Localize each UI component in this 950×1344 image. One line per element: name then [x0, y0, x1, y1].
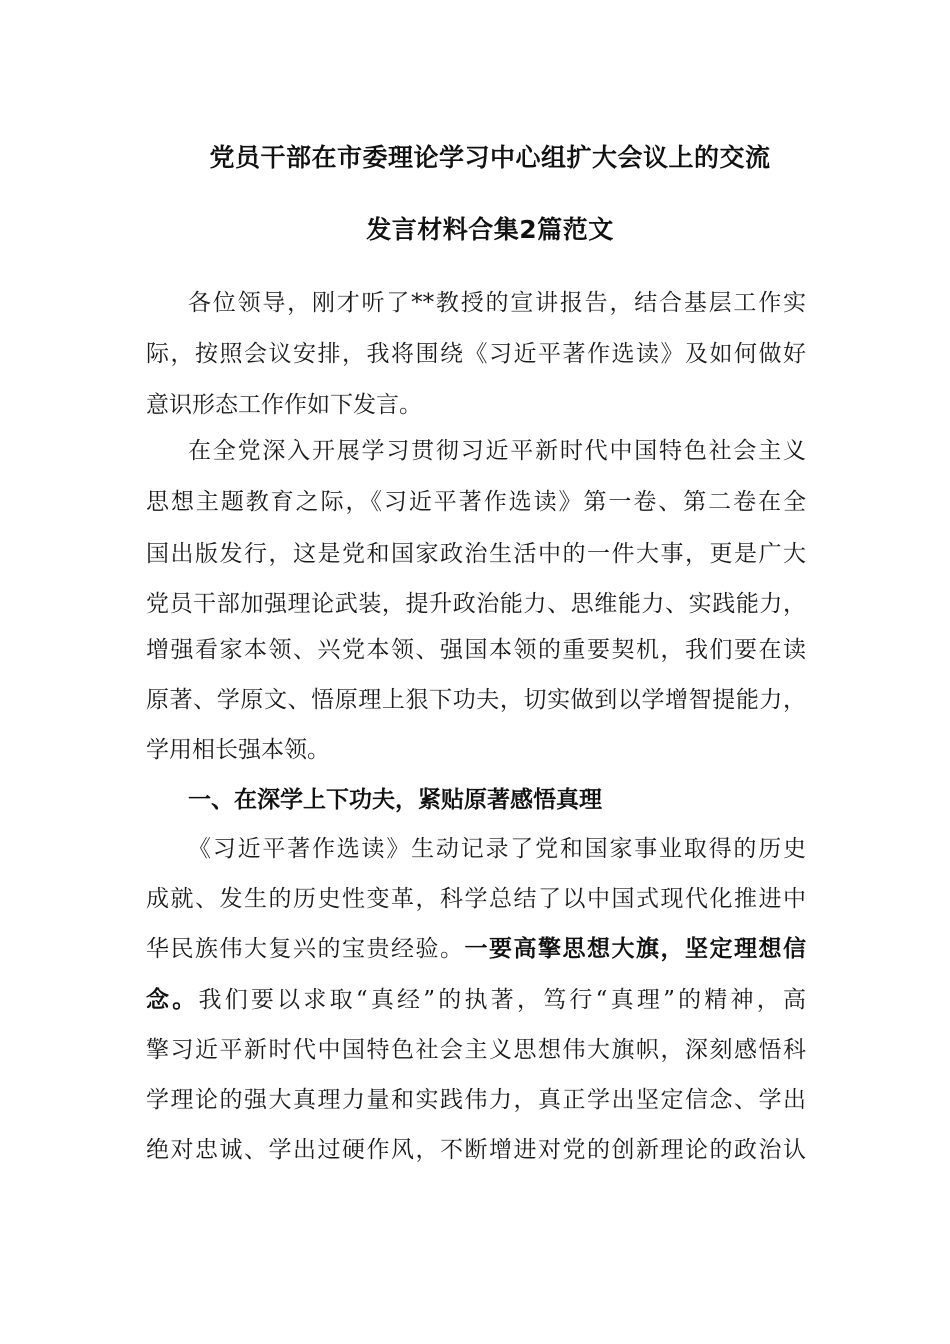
paragraph-3-line-5: 擎习近平新时代中国特色社会主义思想伟大旗帜，深刻感悟科	[146, 1037, 806, 1063]
paragraph-2-line-4: 党员干部加强理论武装，提升政治能力、思维能力、实践能力，	[146, 591, 806, 617]
paragraph-2-line-7: 学用相长强本领。	[146, 737, 330, 763]
paragraph-3-line-4	[146, 985, 806, 1015]
paragraph-1-line-1: 各位领导，刚才听了**教授的宣讲报告，结合基层工作实	[188, 290, 806, 316]
paragraph-3-line-7: 绝对忠诚、学出过硬作风，不断增进对党的创新理论的政治认	[146, 1137, 806, 1163]
paragraph-3-line-3-bold: 一要高擎思想大旗，坚定理想信	[464, 936, 806, 962]
paragraph-3-line-4-normal: 我们要以求取“真经”的执著，笃行“真理”的精神，高	[198, 987, 806, 1013]
paragraph-3-line-2: 成就、发生的历史性变革，科学总结了以中国式现代化推进中	[146, 886, 806, 912]
paragraph-2-line-2: 思想主题教育之际，《习近平著作选读》第一卷、第二卷在全	[146, 489, 806, 515]
paragraph-3-line-3	[146, 934, 806, 964]
paragraph-1-line-3: 意识形态工作作如下发言。	[146, 392, 422, 418]
paragraph-3-line-1: 《习近平著作选读》生动记录了党和国家事业取得的历史	[188, 836, 806, 862]
paragraph-2-line-6: 原著、学原文、悟原理上狠下功夫，切实做到以学增智提能力，	[146, 687, 806, 713]
paragraph-1-line-2: 际，按照会议安排，我将围绕《习近平著作选读》及如何做好	[146, 341, 806, 367]
paragraph-2-line-5: 增强看家本领、兴党本领、强国本领的重要契机，我们要在读	[146, 637, 806, 663]
section-heading-1: 一、在深学上下功夫，紧贴原著感悟真理	[188, 787, 602, 813]
paragraph-3-line-3-normal: 华民族伟大复兴的宝贵经验。	[146, 936, 465, 962]
paragraph-2-line-1: 在全党深入开展学习贯彻习近平新时代中国特色社会主义	[188, 438, 806, 464]
paragraph-2-line-3: 国出版发行，这是党和国家政治生活中的一件大事，更是广大	[146, 541, 806, 567]
paragraph-3-line-6: 学理论的强大真理力量和实践伟力，真正学出坚定信念、学出	[146, 1087, 806, 1113]
paragraph-3-line-4-bold: 念。	[146, 987, 199, 1013]
document-title-line-2: 发言材料合集2篇范文	[366, 215, 614, 244]
document-title-line-1: 党员干部在市委理论学习中心组扩大会议上的交流	[209, 143, 771, 172]
